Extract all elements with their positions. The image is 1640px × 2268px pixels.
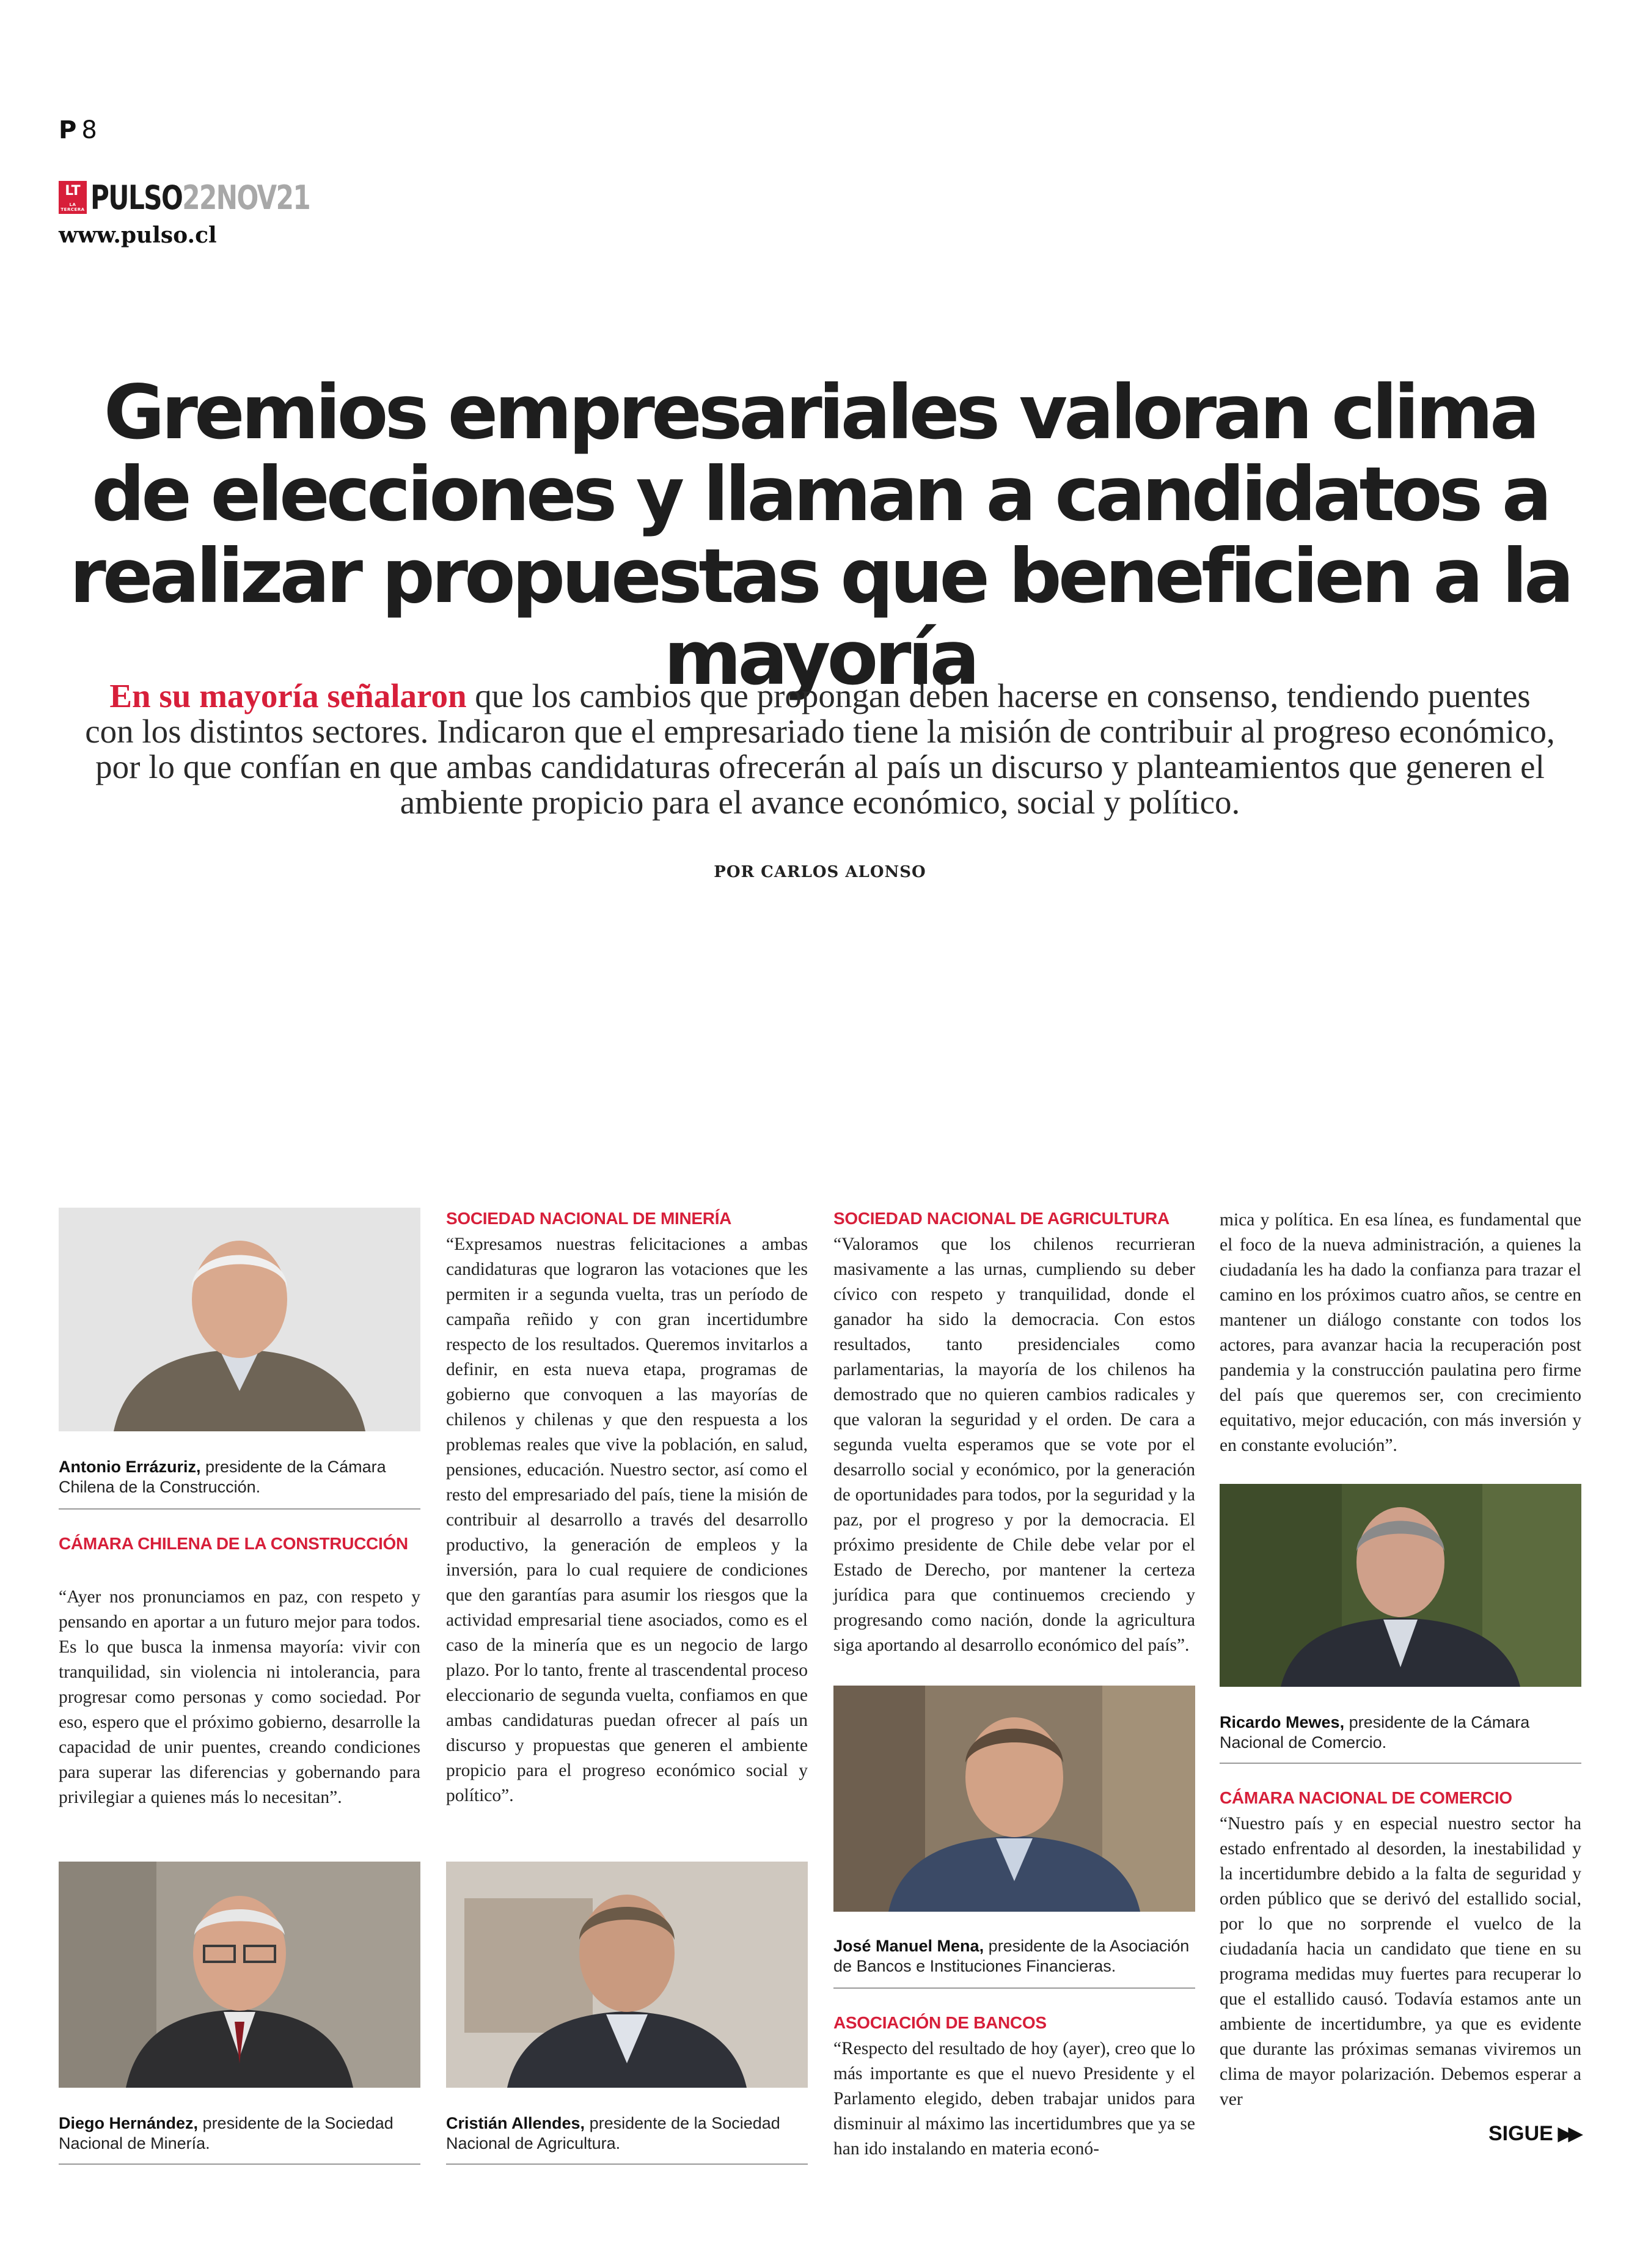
section-title-agricultura: SOCIEDAD NACIONAL DE AGRICULTURA: [833, 1209, 1170, 1228]
caption-jose: José Manuel Mena, presidente de la Asociación de Bancos e Instituciones Financieras.: [833, 1937, 1190, 1975]
caption-diego: Diego Hernández, presidente de la Sociedad Nacional de Minería.: [59, 2114, 394, 2152]
photo-ricardo-mewes: [1220, 1484, 1581, 1687]
body-mineria: “Expresamos nuestras felicitaciones a ambas candidaturas que lograron las votaciones que les permiten ir a segunda vuelta, tras un período de campaña reñido y con gran incertidumbre respecto de los resultados. Queremos invitarlos a definir, en esta nueva etapa, programas de gobierno que convoquen a las mayorías de chilenos y chilenas y que den respuesta a los problemas reales que vive la población, en salud, pensiones, educación. Nuestro sector, así como el resto del empresariado del país, tiene la misión de contribuir al desarrollo a través del desarrollo productivo, la generación de empleos y la inversión, para lo cual requiere de condiciones que den garantías para asumir los riesgos que la actividad empresarial tiene asociados, como es el caso de la minería que es un negocio de largo plazo. Por lo tanto, frente al trascendental proceso eleccionario de segunda vuelta, confiamos en que ambas candidaturas puedan ofrecer al país un discurso y propuestas que generen el ambiente propicio para el progreso económico social y político”.: [446, 1235, 808, 1805]
masthead-name: PULSO: [90, 178, 183, 217]
body-construccion: “Ayer nos pronunciamos en paz, con respeto y pensando en aportar a un futuro mejor para todos. Es lo que busca la inmensa mayoría: vivir con tranquilidad, sin violencia ni intolerancia, para progresar como personas y como sociedad. Por eso, espero que el próximo gobierno, desarrolle la capacidad de unir puentes, creando condiciones para superar las diferencias y gobernando para privilegiar a quienes más lo necesitan”.: [59, 1587, 420, 1807]
la-tercera-logo: LT LA TERCERA: [59, 181, 87, 214]
site-url[interactable]: www.pulso.cl: [59, 222, 217, 248]
divider: [833, 1987, 1195, 1989]
deck-lead: En su mayoría señalaron: [109, 677, 467, 714]
masthead-date: 22NOV21: [182, 178, 310, 217]
photo-cristian-allendes: [446, 1862, 808, 2088]
divider: [59, 1508, 420, 1510]
caption-cristian: Cristián Allendes, presidente de la Sociedad Nacional de Agricultura.: [446, 2114, 780, 2152]
section-title-construccion: CÁMARA CHILENA DE LA CONSTRUCCIÓN: [59, 1534, 408, 1553]
deck-text: que los cambios que propongan deben hacerse en consenso, tendiendo puentes con los distintos sectores. Indicaron que el empresariado tiene la misión de contribuir al progreso económico, por lo que confían en que ambas candidaturas ofrecerán al país un discurso y planteamientos que generen el ambiente propicio para el avance económico, social y político.: [85, 677, 1555, 821]
double-play-arrow-icon: ▶▶: [1558, 2124, 1579, 2144]
deck: [84, 678, 1556, 820]
headline: Gremios empresariales valoran clima de elecciones y llaman a candidatos a realizar propuestas que beneficien a la mayoría: [69, 369, 1571, 702]
caption-antonio: Antonio Errázuriz, presidente de la Cámara Chilena de la Construcción.: [59, 1458, 386, 1496]
body-comercio: “Nuestro país y en especial nuestro sector ha estado enfrentado al desorden, la inestabilidad y la incertidumbre debido a la falta de seguridad y orden público que se derivó del estallido social, por lo que no sorprende el vuelco de la ciudadanía hacia un candidato que tiene en su programa medidas muy fuertes para recuperar lo que el estallido causó. Todavía estamos ante un ambiente de incertidumbre, ya que es evidente que durante las próximas semanas viviremos un clima de mayor polarización. Debemos esperar a ver: [1220, 1814, 1581, 2109]
section-title-bancos: ASOCIACIÓN DE BANCOS: [833, 2013, 1047, 2032]
section-title-comercio: CÁMARA NACIONAL DE COMERCIO: [1220, 1788, 1512, 1807]
body-bancos: “Respecto del resultado de hoy (ayer), creo que lo más importante es que el nuevo Presidente y el Parlamento elegido, deben trabajar unidos para disminuir al máximo las incertidumbres que ya se han ido instalando en materia econó-: [833, 2039, 1195, 2159]
continue-link[interactable]: [1488, 2122, 1579, 2146]
divider: [1220, 1763, 1581, 1764]
body-agricultura: “Valoramos que los chilenos recurrieran masivamente a las urnas, cumpliendo su deber cívico con respeto y tranquilidad, donde el ganador ha sido la democracia. Con estos resultados, tanto presidenciales como parlamentarias, la mayoría de los chilenos ha demostrado que no quieren cambios radicales y que valoran la seguridad y el orden. De cara a segunda vuelta esperamos que se vote por el desarrollo social y económico, por la generación de oportunidades para todos, por la seguridad y la paz, por el progreso y por la democracia. El próximo presidente de Chile debe velar por el Estado de Derecho, por mantener la certeza jurídica para que continuemos creciendo y progresando como nación, donde la agricultura siga aportando al desarrollo económico del país”.: [833, 1235, 1195, 1655]
page-number: P 8: [59, 116, 97, 144]
byline: POR CARLOS ALONSO: [714, 863, 926, 881]
photo-diego-hernandez: [59, 1862, 420, 2088]
continue-label: SIGUE: [1488, 2122, 1553, 2145]
masthead: [59, 178, 372, 216]
caption-ricardo: Ricardo Mewes, presidente de la Cámara Nacional de Comercio.: [1220, 1713, 1530, 1752]
divider: [446, 2163, 808, 2165]
body-bancos-continuation: mica y política. En esa línea, es fundamental que el foco de la nueva administración, a quienes la ciudadanía les ha dado la confianza para trazar el camino en los próximos cuatro años, se centre en mantener un diálogo constante con todos los actores, para avanzar hacia la recuperación post pandemia y la construcción paulatina pero firme del país que queremos ser, con crecimiento equitativo, mejor educación, con más inversión y en constante evolución”.: [1220, 1210, 1581, 1455]
photo-jose-manuel-mena: [833, 1686, 1195, 1912]
divider: [59, 2163, 420, 2165]
photo-antonio-errazuriz: [59, 1208, 420, 1431]
section-title-mineria: SOCIEDAD NACIONAL DE MINERÍA: [446, 1209, 732, 1228]
